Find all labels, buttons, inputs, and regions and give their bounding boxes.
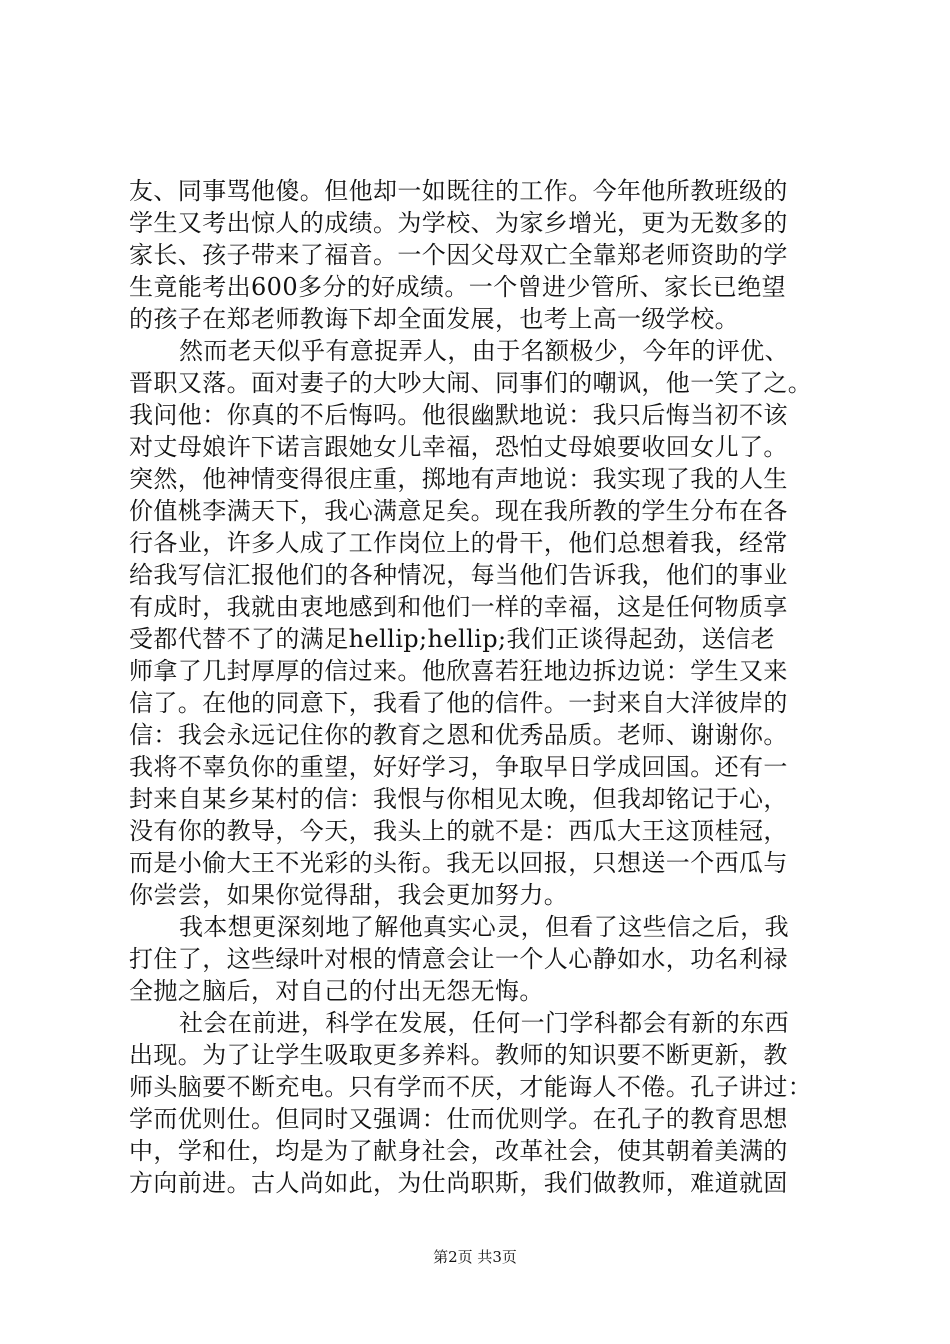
- text-line: 友、同事骂他傻。但他却一如既往的工作。今年他所教班级的: [129, 177, 788, 205]
- text-line: 社会在前进，科学在发展，任何一门学科都会有新的东西: [179, 1009, 789, 1037]
- text-line: 学生又考出惊人的成绩。为学校、为家乡增光，更为无数多的: [129, 209, 788, 237]
- text-line: 而是小偷大王不光彩的头衔。我无以回报，只想送一个西瓜与: [129, 849, 788, 877]
- text-line: 然而老天似乎有意捉弄人，由于名额极少，今年的评优、: [179, 337, 789, 365]
- text-line: 师拿了几封厚厚的信过来。他欣喜若狂地边拆边说：学生又来: [129, 657, 788, 685]
- text-line: 我问他：你真的不后悔吗。他很幽默地说：我只后悔当初不该: [129, 401, 788, 429]
- text-line: 没有你的教导，今天，我头上的就不是：西瓜大王这顶桂冠，: [129, 817, 788, 845]
- text-line: 晋职又落。面对妻子的大吵大闹、同事们的嘲讽，他一笑了之。: [129, 369, 813, 397]
- text-line: 学而优则仕。但同时又强调：仕而优则学。在孔子的教育思想: [129, 1105, 788, 1133]
- text-line: 师头脑要不断充电。只有学而不厌，才能诲人不倦。孔子讲过：: [129, 1073, 813, 1101]
- text-line: 有成时，我就由衷地感到和他们一样的幸福，这是任何物质享: [129, 593, 788, 621]
- text-line: 中，学和仕，均是为了献身社会，改革社会，使其朝着美满的: [129, 1137, 788, 1165]
- text-line: 出现。为了让学生吸取更多养料。教师的知识要不断更新，教: [129, 1041, 788, 1069]
- text-line: 行各业，许多人成了工作岗位上的骨干，他们总想着我，经常: [129, 529, 788, 557]
- text-line: 给我写信汇报他们的各种情况，每当他们告诉我，他们的事业: [129, 561, 788, 589]
- text-line: 全抛之脑后，对自己的付出无怨无悔。: [129, 977, 544, 1005]
- text-line: 我本想更深刻地了解他真实心灵，但看了这些信之后，我: [179, 913, 789, 941]
- body-text: [129, 175, 829, 1199]
- text-line: 方向前进。古人尚如此，为仕尚职斯，我们做教师，难道就固: [129, 1169, 788, 1197]
- text-line: 家长、孩子带来了福音。一个因父母双亡全靠郑老师资助的学: [129, 241, 788, 269]
- text-line: 价值桃李满天下，我心满意足矣。现在我所教的学生分布在各: [129, 497, 788, 525]
- text-line: 你尝尝，如果你觉得甜，我会更加努力。: [129, 881, 569, 909]
- text-line: 的孩子在郑老师教诲下却全面发展，也考上高一级学校。: [129, 305, 739, 333]
- text-line: 我将不辜负你的重望，好好学习，争取早日学成回国。还有一: [129, 753, 788, 781]
- page-footer: 第2页 共3页: [433, 1248, 517, 1266]
- text-line: 对丈母娘许下诺言跟她女儿幸福，恐怕丈母娘要收回女儿了。: [129, 433, 788, 461]
- text-line: 受都代替不了的满足hellip;hellip;我们正谈得起劲，送信老: [129, 625, 775, 653]
- text-line: 封来自某乡某村的信：我恨与你相见太晚，但我却铭记于心，: [129, 785, 788, 813]
- text-line: 信：我会永远记住你的教育之恩和优秀品质。老师、谢谢你。: [129, 721, 788, 749]
- text-line: 突然，他神情变得很庄重，掷地有声地说：我实现了我的人生: [129, 465, 788, 493]
- text-line: 打住了，这些绿叶对根的情意会让一个人心静如水，功名利禄: [129, 945, 788, 973]
- text-line: 信了。在他的同意下，我看了他的信件。一封来自大洋彼岸的: [129, 689, 788, 717]
- text-line: 生竟能考出600多分的好成绩。一个曾进少管所、家长已绝望: [129, 273, 787, 301]
